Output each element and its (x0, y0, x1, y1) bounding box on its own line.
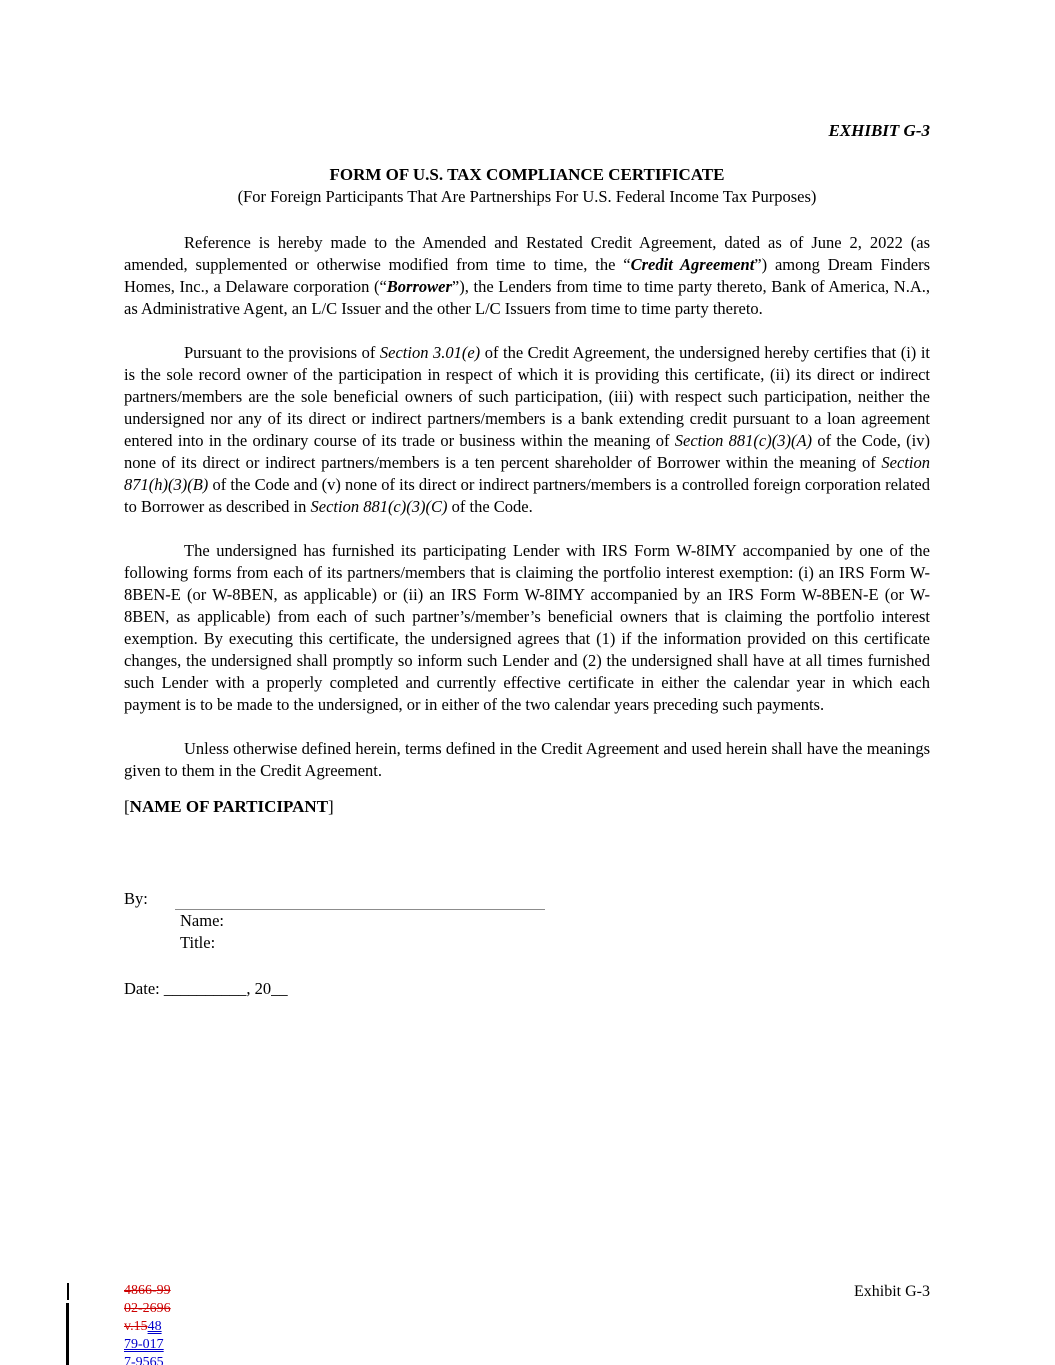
document-title: FORM OF U.S. TAX COMPLIANCE CERTIFICATE (329, 165, 725, 184)
signature-line (175, 889, 545, 910)
by-label: By: (124, 889, 148, 908)
exhibit-header-label: EXHIBIT G-3 (828, 121, 930, 140)
change-bar (66, 1303, 69, 1365)
paragraph-definitions: Unless otherwise defined herein, terms defined in the Credit Agreement and used herein shall have the meanings given to them in the Credit Agreement. (124, 739, 930, 780)
signature-by-row (124, 888, 930, 910)
paragraph-certification: Pursuant to the provisions of Section 3.01(e) of the Credit Agreement, the undersigned hereby certifies that (i) it is the sole record owner of the participation in respect of which it is providing this certificate, (ii) its direct or indirect partners/members are the sole beneficial owners of such participation, (iii) with respect such participation, neither the undersigned nor any of its direct or indirect partners/members is a bank extending credit pursuant to a loan agreement entered into in the ordinary course of its trade or business within the meaning of Section 881(c)(3)(A) of the Code, (iv) none of its direct or indirect partners/members is a ten percent shareholder of Borrower within the meaning of Section 871(h)(3)(B) of the Code and (v) none of its direct or indirect partners/members is a controlled foreign corporation related to Borrower as described in Section 881(c)(3)(C) of the Code. (124, 343, 930, 516)
paragraph-reference: Reference is hereby made to the Amended and Restated Credit Agreement, dated as of June 2, 2022 (as amended, supplemented or otherwise modified from time to time, the “Credit Agreement”) among Dream Finders Homes, Inc., a Delaware corporation (“Borrower”), the Lenders from time to time party thereto, Bank of America, N.A., as Administrative Agent, an L/C Issuer and the other L/C Issuers from time to time party thereto. (124, 233, 931, 318)
date-blank: __________ (163, 979, 247, 998)
name-label: Name: (180, 911, 224, 930)
footer-page-label: Exhibit G-3 (854, 1283, 930, 1300)
paragraph-irs-forms: The undersigned has furnished its participating Lender with IRS Form W-8IMY accompanied by one of the following forms from each of its partners/members that is claiming the portfolio interest exemption: (i) an IRS Form W-8BEN-E (or W-8BEN, as applicable) or (ii) an IRS Form W-8IMY accompanied by an IRS Form W-8BEN-E (or W-8BEN, as applicable) from each of such partner’s/member’s beneficial owners that is claiming the portfolio interest exemption. By executing this certificate, the undersigned agrees that (1) if the information provided on this certificate changes, the undersigned shall promptly so inform such Lender and (2) the undersigned shall have at all times furnished such Lender with a properly completed and currently effective certificate in either the calendar year in which each payment is to be made to the undersigned, or in either of the two calendar years preceding such payments. (124, 541, 930, 714)
redline-line: 79-017 (124, 1337, 164, 1352)
title-label: Title: (180, 933, 216, 952)
redline-line: 02-2696 (124, 1301, 171, 1316)
date-label: Date: (124, 979, 160, 998)
signature-block (124, 888, 930, 1000)
date-year-blank: __ (271, 979, 288, 998)
redline-line: 7-9565 (124, 1355, 164, 1365)
redline-line: 4866-99 (124, 1283, 171, 1298)
document-content (124, 120, 930, 1000)
date-year-prefix: , 20 (246, 979, 272, 998)
document-subtitle: (For Foreign Participants That Are Partnerships For U.S. Federal Income Tax Purposes) (237, 187, 817, 206)
change-bar (67, 1283, 69, 1300)
footer-redline-block (124, 1282, 171, 1365)
date-line (124, 978, 930, 1000)
participant-name-placeholder: [NAME OF PARTICIPANT] (124, 797, 334, 816)
redline-line: v.1548 (124, 1319, 162, 1334)
